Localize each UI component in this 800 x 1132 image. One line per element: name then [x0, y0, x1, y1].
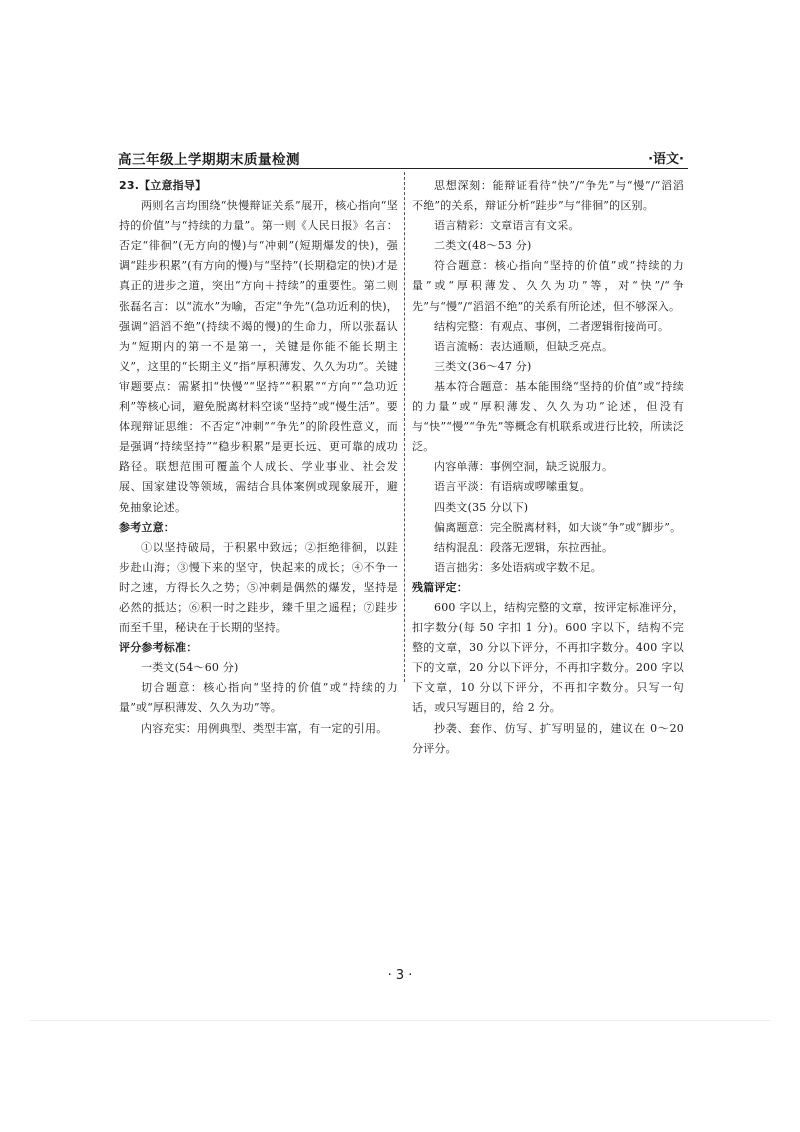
class3-content: 内容单薄：事例空洞，缺乏说服力。 — [434, 460, 614, 474]
class4-topic: 偏离题意：完全脱离材料，如大谈“争”或“脚步”。 — [434, 520, 682, 534]
class1-heading: 一类文(54～60 分) — [141, 661, 239, 675]
class3-heading: 三类文(36～47 分) — [434, 359, 532, 373]
class2-heading: 二类文(48～53 分) — [434, 239, 532, 253]
right-column — [412, 176, 684, 759]
question-label: 23.【立意指导】 — [119, 179, 207, 192]
class3-topic: 基本符合题意：基本能围绕“坚持的价值”或“持续的力量”或“厚积薄发、久久为功”论述，但没有与“快”“慢”“争先”等概念有机联系或进行比较，所读泛泛。 — [412, 379, 684, 454]
page-number: · 3 · — [387, 968, 413, 983]
bottom-rule — [30, 1020, 770, 1021]
class4-language: 语言拙劣：多处语病或字数不足。 — [434, 560, 602, 574]
class2-topic: 符合题意：核心指向“坚持的价值”或“持续的力量”或“厚积薄发、久久为功”等，对“快”/“争先”与“慢”/“滔滔不绝”的关系有所论述，但不够深入。 — [412, 259, 684, 313]
class4-heading: 四类文(35 分以下) — [434, 500, 529, 514]
class2-structure: 结构完整：有观点、事例，二者逻辑衔接尚可。 — [434, 319, 670, 333]
class2-language: 语言流畅：表达通顺，但缺乏亮点。 — [434, 339, 614, 353]
plagiarism-rule: 抄袭、套作、仿写、扩写明显的，建议在 0～20 分评分。 — [412, 721, 684, 755]
class1-depth: 思想深刻：能辩证看待“快”/“争先”与“慢”/“滔滔不绝”的关系，辩证分析“跬步”与“徘徊”的区别。 — [412, 179, 684, 213]
incomplete-essay-title: 残篇评定： — [412, 580, 468, 594]
class1-language: 语言精彩：文章语言有文采。 — [434, 219, 580, 233]
class1-topic: 切合题意：核心指向“坚持的价值”或“持续的力量”或“厚积薄发、久久为功”等。 — [119, 681, 398, 715]
subject-label: ·语文· — [648, 152, 684, 167]
intent-guidance-paragraph: 两则名言均围绕“快慢辩证关系”展开，核心指向“坚持的价值”与“持续的力量”。第一则《人民日报》名言：否定“徘徊”(无方向的慢)与“冲刺”(短期爆发的快)，强调“跬步积累”(有方向的慢)与“坚持”(长期稳定的快)才是真正的进步之道，突出“方向＋持续”的重要性。第二则张磊名言：以“流水”为喻，否定“争先”(急功近利的快)，强调“滔滔不绝”(持续不竭的慢)的生命力，所以张磊认为“短期内的第一不是第一，关键是你能不能长期主义”，这里的“长期主义”指“厚积薄发、久久为功”。关键审题要点：需紧扣“快慢”“坚持”“积累”“方向”“急功近利”等核心词，避免脱离材料空谈“坚持”或“慢生活”。要体现辩证思维：不否定“冲刺”“争先”的阶段性意义，而是强调“持续坚持”“稳步积累”是更长远、更可靠的成功路径。联想范围可覆盖个人成长、学业事业、社会发展、国家建设等领域，需结合具体案例或现象展开，避免抽象论述。 — [119, 199, 398, 514]
class1-content: 内容充实：用例典型、类型丰富，有一定的引用。 — [141, 721, 388, 735]
class4-structure: 结构混乱：段落无逻辑，东拉西扯。 — [434, 540, 614, 554]
scoring-standard-title: 评分参考标准： — [119, 641, 198, 655]
reference-intent-title: 参考立意： — [119, 520, 175, 534]
left-column — [119, 176, 398, 739]
incomplete-essay-rules: 600 字以上，结构完整的文章，按评定标准评分，扣字数分(每 50 字扣 1 分)。600 字以下，结构不完整的文章，30 分以下评分，不再扣字数分。400 字以下的文章，20 分以下评分，不再扣字数分。200 字以下文章，10 分以下评分，不再扣字数分。只写一句话，或只写题目的，给 2 分。 — [412, 600, 684, 715]
reference-intent-list: ①以坚持破局，于积累中致远；②拒绝徘徊，以跬步赴山海；③慢下来的坚守，快起来的成长；④不争一时之速，方得长久之势；⑤冲刺是偶然的爆发，坚持是必然的抵达；⑥积一时之跬步，臻千里之遥程；⑦跬步而至千里，秘诀在于长期的坚持。 — [119, 540, 398, 635]
column-divider — [404, 172, 405, 682]
exam-title: 高三年级上学期期末质量检测 — [118, 152, 300, 168]
class3-language: 语言平淡：有语病或啰嗦重复。 — [434, 480, 591, 494]
page-header — [118, 148, 688, 169]
